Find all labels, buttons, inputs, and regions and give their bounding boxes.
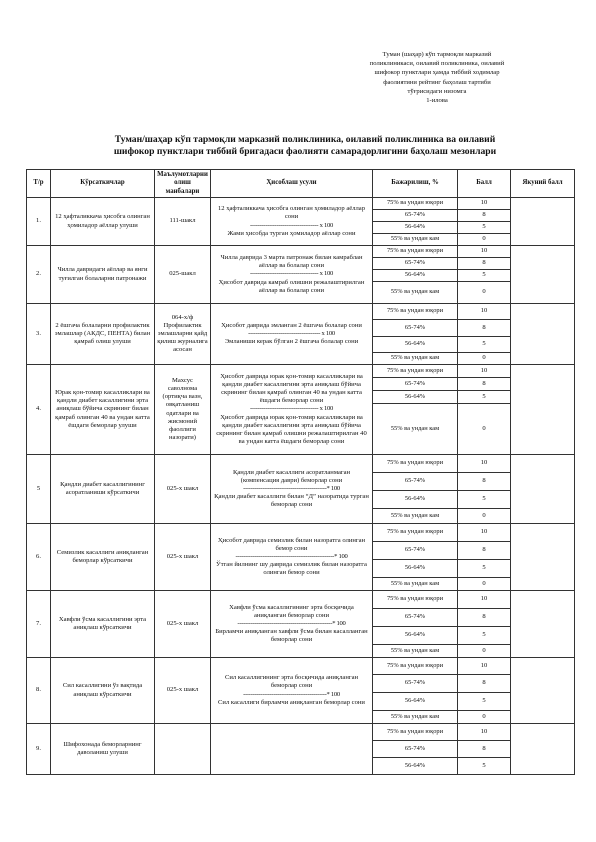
score-cell: 8 bbox=[458, 210, 511, 222]
threshold-cell: 55% ва ундан кам bbox=[373, 578, 458, 591]
score-cell: 10 bbox=[458, 365, 511, 378]
calc-numerator: Ҳисобот даврида юрак қон-томир касалликлари ва қандли диабет касаллигини эрта аниқлаш бўйича скрининг билан қамраб олинган 40 ва ундан катта ёшдаги беморлар сони bbox=[220, 373, 363, 405]
table-row bbox=[27, 198, 575, 210]
score-cell: 10 bbox=[458, 724, 511, 741]
header-source: Маълумотларни олиш манбалари bbox=[155, 170, 211, 198]
threshold-cell: 56-64% bbox=[373, 491, 458, 509]
annex-line: поликлиникаси, оилавий поликлиника, оилавий bbox=[369, 60, 505, 68]
calc-denominator: Эмланиши керак бўлган 2 ёшгача болалар сони bbox=[224, 338, 359, 346]
table-row bbox=[27, 591, 575, 609]
header-final: Якуний балл bbox=[511, 170, 575, 198]
threshold-cell: 65-74% bbox=[373, 675, 458, 693]
score-cell: 10 bbox=[458, 591, 511, 609]
calc-cell bbox=[211, 246, 373, 304]
score-cell: 5 bbox=[458, 222, 511, 234]
score-cell: 5 bbox=[458, 270, 511, 282]
calc-numerator: 12 ҳафталиккача ҳисобга олинган ҳомиладор аёллар сони bbox=[217, 205, 366, 221]
source-cell bbox=[155, 724, 211, 775]
calc-divider: --------------------------------------------* 100 bbox=[243, 690, 340, 698]
score-cell: 0 bbox=[458, 711, 511, 724]
header-score: Балл bbox=[458, 170, 511, 198]
threshold-cell: 75% ва ундан юқори bbox=[373, 304, 458, 320]
threshold-cell: 65-74% bbox=[373, 609, 458, 627]
calc-cell bbox=[211, 198, 373, 246]
indicator-cell: 12 ҳафталиккача ҳисобга олинган ҳомиладор аёллар улуши bbox=[51, 198, 155, 246]
table-row bbox=[27, 455, 575, 473]
final-score-cell bbox=[511, 724, 575, 775]
threshold-cell: 55% ва ундан кам bbox=[373, 353, 458, 365]
threshold-cell: 56-64% bbox=[373, 693, 458, 711]
annex-line: Туман (шаҳар) кўп тармоқли марказий bbox=[382, 51, 492, 58]
score-cell: 0 bbox=[458, 234, 511, 246]
threshold-cell: 75% ва ундан юқори bbox=[373, 524, 458, 542]
score-cell: 8 bbox=[458, 741, 511, 758]
threshold-cell: 75% ва ундан юқори bbox=[373, 658, 458, 675]
score-cell: 5 bbox=[458, 758, 511, 775]
source-cell: 025-х шакл bbox=[155, 658, 211, 724]
final-score-cell bbox=[511, 198, 575, 246]
calc-denominator: Сил касаллиги бирламчи аниқланган беморлар сони bbox=[218, 698, 365, 706]
threshold-cell: 56-64% bbox=[373, 758, 458, 775]
calc-denominator: Бирламчи аниқланган хавфли ўсма билан касалланган беморлар сони bbox=[215, 628, 368, 644]
score-cell: 0 bbox=[458, 578, 511, 591]
source-cell: Махсус саволнома (ортиқча вазн, овқатланиш одатлари ва жисмоний фаоллиги назорати) bbox=[155, 365, 211, 455]
threshold-cell: 56-64% bbox=[373, 627, 458, 645]
table-row bbox=[27, 724, 575, 741]
calc-divider: ------------------------------------ х 100 bbox=[250, 221, 333, 229]
score-cell: 8 bbox=[458, 675, 511, 693]
score-cell: 0 bbox=[458, 282, 511, 304]
header-num: Т/р bbox=[27, 170, 51, 198]
threshold-cell: 56-64% bbox=[373, 391, 458, 404]
threshold-cell: 55% ва ундан кам bbox=[373, 645, 458, 658]
row-number: 3. bbox=[27, 304, 51, 365]
threshold-cell: 65-74% bbox=[373, 258, 458, 270]
final-score-cell bbox=[511, 304, 575, 365]
score-cell: 10 bbox=[458, 524, 511, 542]
threshold-cell: 55% ва ундан кам bbox=[373, 404, 458, 455]
annex-line: фаолиятини рейтинг баҳолаш тартиби bbox=[383, 78, 491, 86]
calc-cell bbox=[211, 591, 373, 658]
threshold-cell: 65-74% bbox=[373, 741, 458, 758]
calc-numerator: Чилла даврида 3 марта патронаж билан камраблан аёллар ва болалар сони bbox=[220, 254, 363, 270]
row-number: 2. bbox=[27, 246, 51, 304]
calc-cell bbox=[211, 658, 373, 724]
source-cell: 025-х шакл bbox=[155, 591, 211, 658]
final-score-cell bbox=[511, 365, 575, 455]
header-indicator: Кўрсаткичлар bbox=[51, 170, 155, 198]
calc-cell bbox=[211, 365, 373, 455]
score-cell: 8 bbox=[458, 542, 511, 560]
table-row bbox=[27, 304, 575, 320]
threshold-cell: 56-64% bbox=[373, 337, 458, 353]
score-cell: 8 bbox=[458, 378, 511, 391]
threshold-cell: 75% ва ундан юқори bbox=[373, 591, 458, 609]
calc-cell bbox=[211, 524, 373, 591]
calc-divider: ------------------------------------ х 100 bbox=[250, 405, 333, 413]
threshold-cell: 75% ва ундан юқори bbox=[373, 724, 458, 741]
score-cell: 10 bbox=[458, 658, 511, 675]
indicator-cell: Семизлик касаллиги аниқланган беморлар кўрсаткичи bbox=[51, 524, 155, 591]
final-score-cell bbox=[511, 455, 575, 524]
table-row bbox=[27, 524, 575, 542]
score-cell: 5 bbox=[458, 391, 511, 404]
threshold-cell: 75% ва ундан юқори bbox=[373, 365, 458, 378]
source-cell: 064-х/ф Профилактик эмлашларни қайд қилиш журналига асосан bbox=[155, 304, 211, 365]
calc-cell bbox=[211, 455, 373, 524]
header-calc: Ҳисоблаш усули bbox=[211, 170, 373, 198]
score-cell: 10 bbox=[458, 198, 511, 210]
calc-divider: -------------------------------------- х 100 bbox=[248, 329, 335, 337]
source-cell: 025-шакл bbox=[155, 246, 211, 304]
table-row bbox=[27, 246, 575, 258]
threshold-cell: 75% ва ундан юқори bbox=[373, 455, 458, 473]
row-number: 5 bbox=[27, 455, 51, 524]
calc-denominator: Ҳисобот даврида камраб олишни режалаштирилган аёллар ва болалар сони bbox=[218, 278, 365, 294]
threshold-cell: 55% ва ундан кам bbox=[373, 282, 458, 304]
annex-note bbox=[332, 50, 542, 105]
table-row bbox=[27, 658, 575, 675]
score-cell: 5 bbox=[458, 627, 511, 645]
score-cell: 8 bbox=[458, 258, 511, 270]
threshold-cell: 75% ва ундан юқори bbox=[373, 246, 458, 258]
threshold-cell: 65-74% bbox=[373, 210, 458, 222]
indicator-cell: Шифохонада беморларнинг даволаниш улуши bbox=[51, 724, 155, 775]
score-cell: 10 bbox=[458, 304, 511, 320]
header-exec: Бажарилиш, % bbox=[373, 170, 458, 198]
threshold-cell: 65-74% bbox=[373, 378, 458, 391]
score-cell: 0 bbox=[458, 645, 511, 658]
calc-divider: ----------------------------------------------------* 100 bbox=[235, 552, 348, 560]
score-cell: 10 bbox=[458, 455, 511, 473]
calc-denominator: Ўтган йилнинг шу даврида семизлик билан назоратга олинган бемор сони bbox=[216, 561, 367, 577]
indicator-cell: Юрак қон-томир касалликлари ва қандли диабет касаллигини эрта аниқлаш бўйича скрининг билан қамраб олинган 40 ва ундан катта ёшдаги беморлар улуши bbox=[51, 365, 155, 455]
calc-numerator: Сил касаллигининг эрта босқичида аниқланган беморлар сони bbox=[224, 674, 359, 690]
final-score-cell bbox=[511, 591, 575, 658]
threshold-cell: 55% ва ундан кам bbox=[373, 711, 458, 724]
annex-line: тўғрисидаги низомга bbox=[407, 87, 467, 95]
calc-numerator: Қандли диабет касаллиги асоратланмаган (компенсация даври) беморлар сони bbox=[232, 468, 351, 484]
threshold-cell: 65-74% bbox=[373, 320, 458, 337]
row-number: 1. bbox=[27, 198, 51, 246]
threshold-cell: 65-74% bbox=[373, 542, 458, 560]
calc-divider: --------------------------------------------------* 100 bbox=[237, 619, 346, 627]
row-number: 9. bbox=[27, 724, 51, 775]
calc-cell bbox=[211, 724, 373, 775]
score-cell: 5 bbox=[458, 560, 511, 578]
calc-numerator: Ҳисобот даврида эмланган 2 ёшгача болалар сони bbox=[221, 321, 362, 329]
threshold-cell: 56-64% bbox=[373, 222, 458, 234]
annex-line: шифокор пунктлари ҳамда тиббий ходимлар bbox=[374, 69, 500, 77]
calc-denominator: Жами ҳисобда турган ҳомиладор аёллар сони bbox=[227, 229, 356, 237]
score-cell: 8 bbox=[458, 473, 511, 491]
row-number: 6. bbox=[27, 524, 51, 591]
score-cell: 8 bbox=[458, 320, 511, 337]
threshold-cell: 55% ва ундан кам bbox=[373, 509, 458, 524]
threshold-cell: 75% ва ундан юқори bbox=[373, 198, 458, 210]
threshold-cell: 56-64% bbox=[373, 270, 458, 282]
calc-numerator: Хавфли ўсма касаллигининг эрта босқичида аниқланган беморлар сони bbox=[229, 603, 354, 619]
source-cell: 111-шакл bbox=[155, 198, 211, 246]
source-cell: 025-х шакл bbox=[155, 455, 211, 524]
final-score-cell bbox=[511, 524, 575, 591]
score-cell: 0 bbox=[458, 509, 511, 524]
threshold-cell: 56-64% bbox=[373, 560, 458, 578]
row-number: 7. bbox=[27, 591, 51, 658]
row-number: 4. bbox=[27, 365, 51, 455]
score-cell: 0 bbox=[458, 353, 511, 365]
calc-cell bbox=[211, 304, 373, 365]
indicator-cell: Сил касаллигини ўз вақтида аниқлаш кўрсаткичи bbox=[51, 658, 155, 724]
score-cell: 10 bbox=[458, 246, 511, 258]
calc-numerator: Ҳисобот даврида семизлик билан назоратга олинган бемор сони bbox=[217, 536, 366, 552]
threshold-cell: 55% ва ундан кам bbox=[373, 234, 458, 246]
score-cell: 5 bbox=[458, 491, 511, 509]
score-cell: 8 bbox=[458, 609, 511, 627]
indicator-cell: Чилла давридаги аёллар ва янги туғилган болаларни патронажи bbox=[51, 246, 155, 304]
table-header-row bbox=[27, 170, 575, 198]
document-title bbox=[70, 134, 540, 158]
indicator-cell: 2 ёшгача болаларни профилактик эмлашлар (АКДС, ПЕНТА) билан қамраб олиш улуши bbox=[51, 304, 155, 365]
table-row bbox=[27, 365, 575, 378]
final-score-cell bbox=[511, 658, 575, 724]
score-cell: 5 bbox=[458, 337, 511, 353]
annex-number: 1-илова bbox=[426, 97, 448, 105]
score-cell: 5 bbox=[458, 693, 511, 711]
source-cell: 025-х шакл bbox=[155, 524, 211, 591]
calc-divider: --------------------------------------------* 100 bbox=[243, 484, 340, 492]
score-cell: 0 bbox=[458, 404, 511, 455]
title-line-2: шифокор пунктлари тиббий бригадаси фаолияти самарадорлигини баҳолаш мезонлари bbox=[113, 146, 497, 157]
row-number: 8. bbox=[27, 658, 51, 724]
calc-denominator: Қандли диабет касаллиги билан “Д” назоратида турган беморлар сони bbox=[214, 493, 369, 509]
indicator-cell: Хавфли ўсма касаллигини эрта аниқлаш кўрсаткичи bbox=[51, 591, 155, 658]
indicator-cell: Қандли диабет касаллигининг асоратланиши кўрсаткичи bbox=[51, 455, 155, 524]
threshold-cell: 65-74% bbox=[373, 473, 458, 491]
title-line-1: Туман/шаҳар кўп тармоқли марказий поликлиника, оилавий поликлиника ва оилавий bbox=[114, 134, 496, 145]
criteria-table bbox=[26, 169, 575, 775]
calc-denominator: Ҳисобот даврида юрак қон-томир касалликлари ва қандли диабет касаллигини эрта аниқлаш бўйича скрининг билан қамраб олишни режалаштирилган 40 ва ундан катта ёшдаги беморлар сони bbox=[216, 413, 367, 445]
criteria-body bbox=[27, 198, 575, 775]
calc-divider: ------------------------------------ х 100 bbox=[250, 270, 333, 278]
final-score-cell bbox=[511, 246, 575, 304]
